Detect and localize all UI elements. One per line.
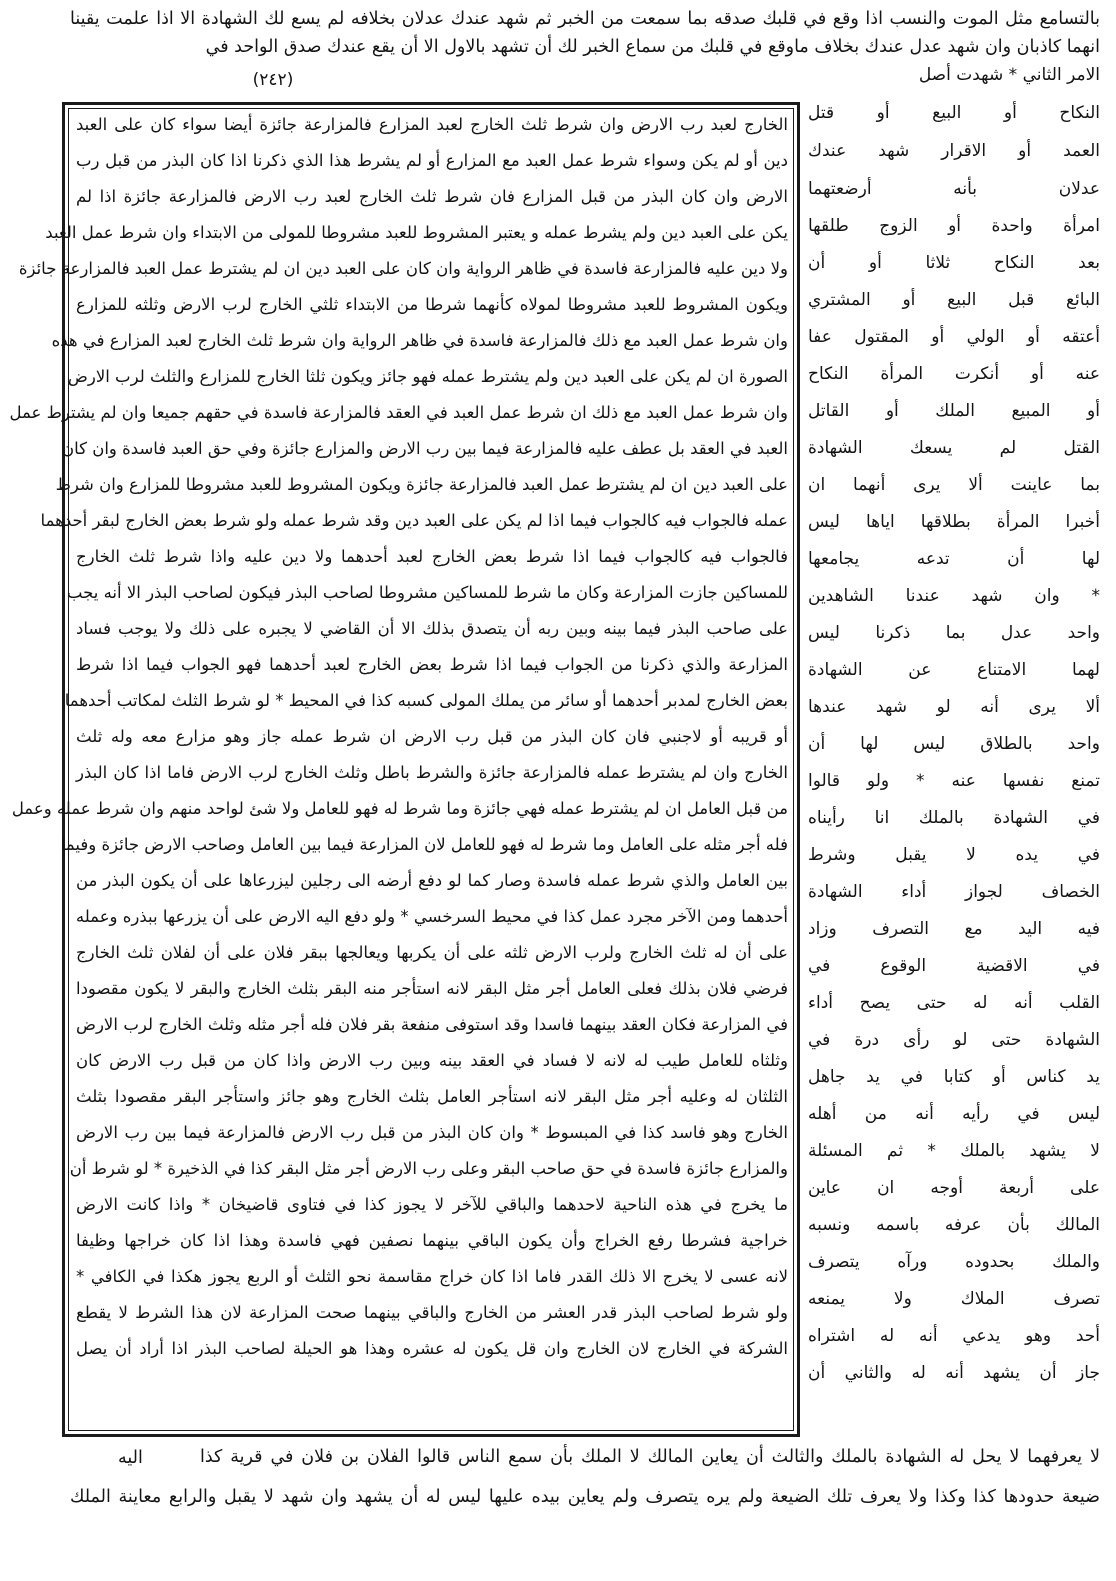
main-line: وان شرط عمل العبد مع ذلك فالمزارعة فاسدة في ظاهر الرواية وان شرط ثلث الخارج لعبد المزارع في هذه bbox=[51, 331, 788, 350]
margin-line: في الاقضية الوقوع في bbox=[808, 956, 1100, 976]
main-line: الشركة في الخارج لان الخارج وان قل يكون له عشره وهذا هو الحيلة لصاحب البذر اذا أراد أن يصل bbox=[76, 1339, 788, 1358]
margin-line: في الشهادة بالملك انا رأيناه bbox=[808, 808, 1100, 828]
margin-line: لها أن تدعه يجامعها bbox=[808, 549, 1100, 569]
margin-line: المالك بأن عرفه باسمه ونسبه bbox=[808, 1215, 1100, 1235]
margin-line: جاز أن يشهد أنه له والثاني أن bbox=[808, 1363, 1100, 1383]
margin-line: القلب أنه له حتى يصح أداء bbox=[808, 993, 1100, 1013]
main-line: الخارج لعبد رب الارض وان شرط ثلث الخارج لعبد المزارع فالمزارعة جائزة أيضا سواء كان على العبد bbox=[76, 115, 788, 134]
main-line: على العبد دين ان لم يشترط عمل العبد فالمزارعة جائزة ويكون المشروط للعبد مشروطا للمزارع وان شرط bbox=[55, 475, 788, 494]
main-line: الصورة ان لم يكن على العبد دين ولم يشترط عمله فهو جائز ويكون ثلثا الخارج للمزارع والثلث لرب الارض bbox=[67, 367, 788, 386]
main-line: ولو شرط لصاحب البذر قدر العشر من الخارج والباقي بينهما صحت المزارعة لان هذا الشرط لا يقطع bbox=[76, 1303, 788, 1322]
margin-line: البائع قبل البيع أو المشتري bbox=[808, 290, 1100, 310]
main-line: فله أجر مثله على العامل وما شرط له فهو للعامل لان المزارعة فيما بين العامل وصاحب الارض جائزة وفيما bbox=[60, 835, 788, 854]
main-line: وثلثاه للعامل طيب له لانه لا فساد في العقد بينه وبين رب الارض واذا كان من قبل رب الارض كان bbox=[76, 1051, 788, 1070]
top-line-1: بالتسامع مثل الموت والنسب اذا وقع في قلبك صدقه بما سمعت من الخبر ثم شهد عندك عدلان بخلافه لم يسع لك الشهادة الا اذا علمت يقينا bbox=[70, 9, 1100, 29]
margin-line: في يده لا يقبل وشرط bbox=[808, 845, 1100, 865]
main-line: فرضي فلان بذلك فعلى العامل أجر مثل البقر لانه استأجر منه البقر بثلث الخارج والبقر لا يكون مقصودا bbox=[76, 979, 788, 998]
margin-line: أخبرا المرأة بطلاقها اياها ليس bbox=[808, 512, 1100, 532]
main-line: بعض الخارج لمدبر أحدهما أو سائر من يملك المولى كسبه كذا في المحيط * لو شرط الثلث لمكاتب أحدهما bbox=[64, 691, 788, 710]
main-line: بين العامل والذي شرط عمله فاسدة وصار كما لو دفع أرضه الى رجلين ليزرعاها على أن يكون البذر من bbox=[76, 871, 788, 890]
main-line: أو قريبه أو لاجنبي فان كان البذر من قبل رب الارض ان شرط عمله جاز وهو مزارع معه وله ثلث bbox=[76, 727, 788, 746]
main-line: والمزارع جائزة فاسدة في حق صاحب البقر وعلى رب الارض أجر مثل البقر كذا في الذخيرة * لو شرط أن bbox=[69, 1159, 788, 1178]
bottom-line-1: لا يعرفهما لا يحل له الشهادة بالملك والثالث أن يعاين المالك لا الملك بأن سمع الناس قالوا الفلان بن فلان في قرية كذا bbox=[200, 1447, 1100, 1467]
margin-line: الامر الثاني * شهدت أصل bbox=[918, 65, 1100, 85]
margin-line: تمنع نفسها عنه * ولو قالوا bbox=[808, 771, 1100, 791]
margin-line: بما عاينت ألا يرى أنهما ان bbox=[808, 475, 1100, 495]
margin-line: ألا يرى أنه لو شهد عندها bbox=[808, 697, 1100, 717]
main-line: على صاحب البذر فيما بينه وبين ربه أن يتصدق بذلك الا أن القاضي لا يجبره على ذلك ولا يوجب فساد bbox=[76, 619, 788, 638]
main-line: عمله فالجواب فيه كالجواب فيما اذا لم يكن على العبد دين وقد شرط عمله ولو شرط بعض الخارج لبقر أحدهما bbox=[40, 511, 788, 530]
top-line-2: انهما كاذبان وان شهد عدل عندك بخلاف ماوقع في قلبك من سماع الخبر لك أن تشهد بالاول الا أن يقع عندك صدق الواحد في bbox=[205, 37, 1100, 57]
main-line: لانه عسى لا يخرج الا ذلك القدر فاما اذا كان خراج مقاسمة نحو الثلث أو الربع يجوز هكذا في الكافي * bbox=[76, 1267, 788, 1286]
main-line: الثلثان له وعليه أجر مثل البقر لانه استأجر العامل بثلث الخارج وهو جائز واستأجر البقر مقصودا بثلث bbox=[76, 1087, 788, 1106]
main-line: ويكون المشروط للعبد مشروطا لمولاه كأنهما شرطا من الابتداء ثلثي الخارج لرب الارض وثلثه للمزارع bbox=[76, 295, 788, 314]
margin-line: واحد بالطلاق ليس لها أن bbox=[808, 734, 1100, 754]
margin-line: فيه اليد مع التصرف وزاد bbox=[808, 919, 1100, 939]
margin-line: والملك بحدوده ورآه يتصرف bbox=[808, 1252, 1100, 1272]
main-line: خراجية فشرطا رفع الخراج وأن يكون الباقي بينهما نصفين فهي فاسدة وهذا اذا كان خراجها وظيفا bbox=[76, 1231, 788, 1250]
main-line: المزارعة والذي ذكرنا من الجواب فيما اذا شرط بعض الخارج لعبد أحدهما فهو الجواب فيما اذا شرط bbox=[76, 655, 788, 674]
margin-line: يد كناس أو كتابا في يد جاهل bbox=[808, 1067, 1100, 1087]
main-line: للمساكين جازت المزارعة وكان ما شرط للمساكين مشروطا لصاحب البذر فيكون لصاحب البذر الا أنه يجب bbox=[66, 583, 788, 602]
margin-line: ليس في رأيه أنه من أهله bbox=[808, 1104, 1100, 1124]
main-line: وان شرط عمل العبد مع ذلك ان شرط عمل العبد في العقد فالمزارعة فاسدة في حقهم جميعا وان لم يشترط عمل bbox=[9, 403, 788, 422]
margin-line: العمد أو الاقرار شهد عندك bbox=[808, 141, 1100, 161]
page-number: (٢٤٢) bbox=[252, 70, 294, 90]
margin-line: * وان شهد عندنا الشاهدين bbox=[808, 586, 1100, 606]
margin-line: على أربعة أوجه ان عاين bbox=[808, 1178, 1100, 1198]
margin-line: واحد عدل بما ذكرنا ليس bbox=[808, 623, 1100, 643]
bottom-line-2: ضيعة حدودها كذا وكذا ولا يعرف تلك الضيعة ولم يره يتصرف ولم يعاين بيده عليها ليس له أن يشهد وان شهد لا يقبل والرابع معاينة الملك bbox=[70, 1487, 1100, 1507]
main-line: أحدهما ومن الآخر مجرد عمل كذا في محيط السرخسي * ولو دفع اليه الارض على أن يزرعها ببذره وعمله bbox=[75, 907, 788, 926]
margin-line: امرأة واحدة أو الزوج طلقها bbox=[808, 216, 1100, 236]
margin-line: أو المبيع الملك أو القاتل bbox=[808, 401, 1100, 421]
margin-line: لا يشهد بالملك * ثم المسئلة bbox=[808, 1141, 1100, 1161]
margin-line: النكاح أو البيع أو قتل bbox=[808, 103, 1100, 123]
margin-line: الشهادة حتى لو رأى درة في bbox=[808, 1030, 1100, 1050]
margin-line: لهما الامتناع عن الشهادة bbox=[808, 660, 1100, 680]
margin-line: بعد النكاح ثلاثا أو أن bbox=[808, 253, 1100, 273]
margin-line: أحد وهو يدعي أنه له اشتراه bbox=[808, 1326, 1100, 1346]
main-line: الخارج وان لم يشترط عمله فالمزارعة جائزة والشرط باطل وثلث الخارج لرب الارض فاما اذا كان البذر bbox=[76, 763, 788, 782]
margin-line: أعتقه أو الولي أو المقتول عفا bbox=[808, 327, 1100, 347]
main-line: فالجواب فيه كالجواب فيما اذا شرط بعض الخارج لعبد أحدهما ولا دين عليه واذا شرط ثلث الخارج bbox=[76, 547, 788, 566]
main-line: دين أو لم يكن وسواء شرط عمل العبد مع المزارع أو لم يشرط هذا الذي ذكرنا اذا كان البذر من قبل رب bbox=[76, 151, 788, 170]
main-line: الارض وان كان البذر من قبل المزارع فان شرط ثلث الخارج لعبد رب الارض فالمزارعة جائزة اذا لم bbox=[76, 187, 788, 206]
margin-line: عدلان بأنه أرضعتهما bbox=[808, 179, 1100, 199]
main-line: في المزارعة فكان العقد بينهما فاسدا وقد استوفى منفعة بقر فلان فله أجر مثله وثلث الخارج لرب الارض bbox=[76, 1015, 788, 1034]
main-line: ما يخرج في هذه الناحية لاحدهما والباقي للآخر لا يجوز كذا في فتاوى قاضيخان * واذا كانت الارض bbox=[76, 1195, 788, 1214]
main-line: الخارج وهو فاسد كذا في المبسوط * وان كان البذر من قبل رب الارض فالمزارعة فيما بين رب الارض bbox=[76, 1123, 788, 1142]
catchword: اليه bbox=[118, 1448, 143, 1468]
margin-line: القتل لم يسعك الشهادة bbox=[808, 438, 1100, 458]
main-line: ولا دين عليه فالمزارعة فاسدة في ظاهر الرواية وان كان على العبد دين ان لم يشترط عمل العبد فالمزارعة جائزة bbox=[18, 259, 788, 278]
margin-line: تصرف الملاك ولا يمنعه bbox=[808, 1289, 1100, 1309]
margin-line: الخصاف لجواز أداء الشهادة bbox=[808, 882, 1100, 902]
main-line: العبد في العقد بل عطف عليه فالمزارعة فيما بين رب الارض والمزارع جائزة وفي حق العبد فاسدة وان كان bbox=[61, 439, 788, 458]
main-line: يكن على العبد دين ولم يشرط عمله و يعتبر المشروط للعبد مشروطا للمولى من الابتداء وان شرط عمل العبد bbox=[45, 223, 788, 242]
margin-line: عنه أو أنكرت المرأة النكاح bbox=[808, 364, 1100, 384]
main-line: من قبل العامل ان لم يشترط عمله فهي جائزة وما شرط له فهو للعامل ولا شئ لواحد منهم وان شرط عمله وعمل bbox=[11, 799, 788, 818]
main-line: على أن له ثلث الخارج ولرب الارض ثلثه على أن يكربها ويعالجها ببقر فلان على أن لفلان ثلث الخارج bbox=[76, 943, 788, 962]
